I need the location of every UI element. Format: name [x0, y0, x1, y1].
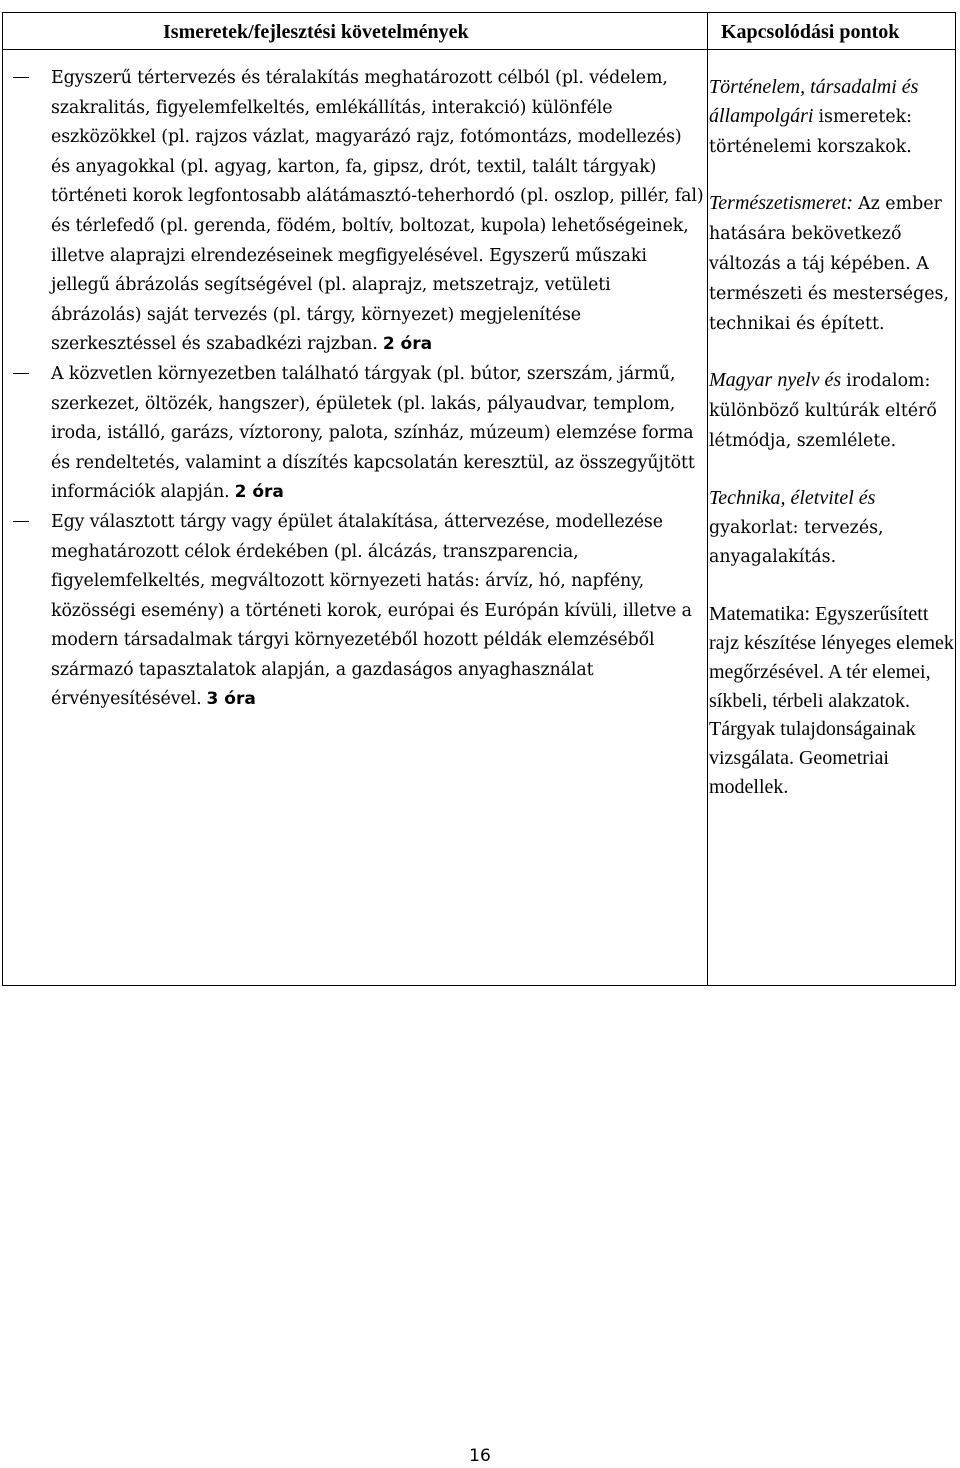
connection-literature	[709, 366, 957, 455]
connection-math	[709, 600, 957, 802]
header-requirements: Ismeretek/fejlesztési követelmények	[163, 21, 469, 43]
dash-bullet-icon	[13, 77, 29, 78]
item-hours: 2 óra	[234, 482, 284, 503]
connection-text: ismeretek: történelemi korszakok.	[709, 106, 913, 157]
connection-text: Matematika: Egyszerűsített rajz készítése lényeges elemek megőrzésével. A tér elemei, síkbeli, térbeli alakzatok. Tárgyak tulajdonságainak vizsgálata. Geometriai modellek.	[709, 603, 954, 798]
item-hours: 2 óra	[382, 334, 433, 355]
column-divider	[707, 13, 708, 985]
table-header-row	[3, 13, 955, 50]
item-text: A közvetlen környezetben található tárgyak (pl. bútor, szerszám, jármű, szerkezet, öltözék, hangszer), épületek (pl. lakás, pályaudvar, templom, iroda, istálló, garázs, víztorony, palota, színház, múzeum) elemzése forma és rendeltetés, valamint a díszítés kapcsolatán keresztül, az összegyűjtött információk alapján.	[51, 363, 695, 503]
connection-text: gyakorlat: tervezés, anyagalakítás.	[709, 517, 884, 568]
item-text: Egyszerű tértervezés és téralakítás meghatározott célból (pl. védelem, szakralitás, figyelemfelkeltés, emlékállítás, interakció) különféle eszközökkel (pl. rajzos vázlat, magyarázó rajz, fotómontázs, modellezés) és anyagokkal (pl. agyag, karton, fa, gipsz, drót, textil, talált tárgyak) történeti korok legfontosabb alátámasztó-teherhordó (pl. oszlop, pillér, fal) és térlefedő (pl. gerenda, födém, boltív, boltozat, kupola) lehetőségeinek, illetve alaprajzi elrendezéseinek megfigyelésével. Egyszerű műszaki jellegű ábrázolás segítségével (pl. alaprajz, metszetrajz, vetületi ábrázolás) saját tervezés (pl. tárgy, környezet) megjelenítése szerkesztéssel és szabadkézi rajzban.	[51, 68, 704, 355]
connection-text: Az ember hatására bekövetkező változás a táj képében. A természeti és mesterséges, technikai és épített.	[709, 194, 949, 334]
connection-subject: Technika, életvitel és	[709, 486, 876, 509]
header-connections: Kapcsolódási pontok	[721, 21, 900, 43]
connection-subject: Természetismeret:	[709, 192, 854, 215]
dash-bullet-icon	[13, 521, 29, 522]
list-item	[11, 507, 705, 714]
connection-subject: Magyar nyelv és	[709, 369, 842, 392]
connection-subject: Történelem, társadalmi és állampolgári	[709, 76, 919, 127]
requirements-column	[11, 63, 705, 714]
page-number: 16	[469, 1446, 491, 1466]
curriculum-table	[2, 12, 956, 986]
connection-technology	[709, 484, 957, 572]
item-text: Egy választott tárgy vagy épület átalakítása, áttervezése, modellezése meghatározott célok érdekében (pl. álcázás, transzparencia, figyelemfelkeltés, megváltozott környezeti hatás: árvíz, hó, napfény, közösségi esemény) a történeti korok, európai és Európán kívüli, illetve a modern társadalmak tárgyi környezetéből hozott példák elemzéséből származó tapasztalatok alapján, a gazdaságos anyaghasználat érvényesítésével.	[51, 511, 692, 710]
connection-text: irodalom: különböző kultúrák eltérő létmódja, szemlélete.	[709, 371, 937, 451]
connection-history	[709, 73, 957, 161]
dash-bullet-icon	[13, 373, 29, 374]
connection-science	[709, 189, 957, 338]
connections-column	[709, 73, 957, 830]
list-item	[11, 359, 705, 507]
list-item	[11, 63, 705, 359]
item-hours: 3 óra	[206, 689, 256, 710]
